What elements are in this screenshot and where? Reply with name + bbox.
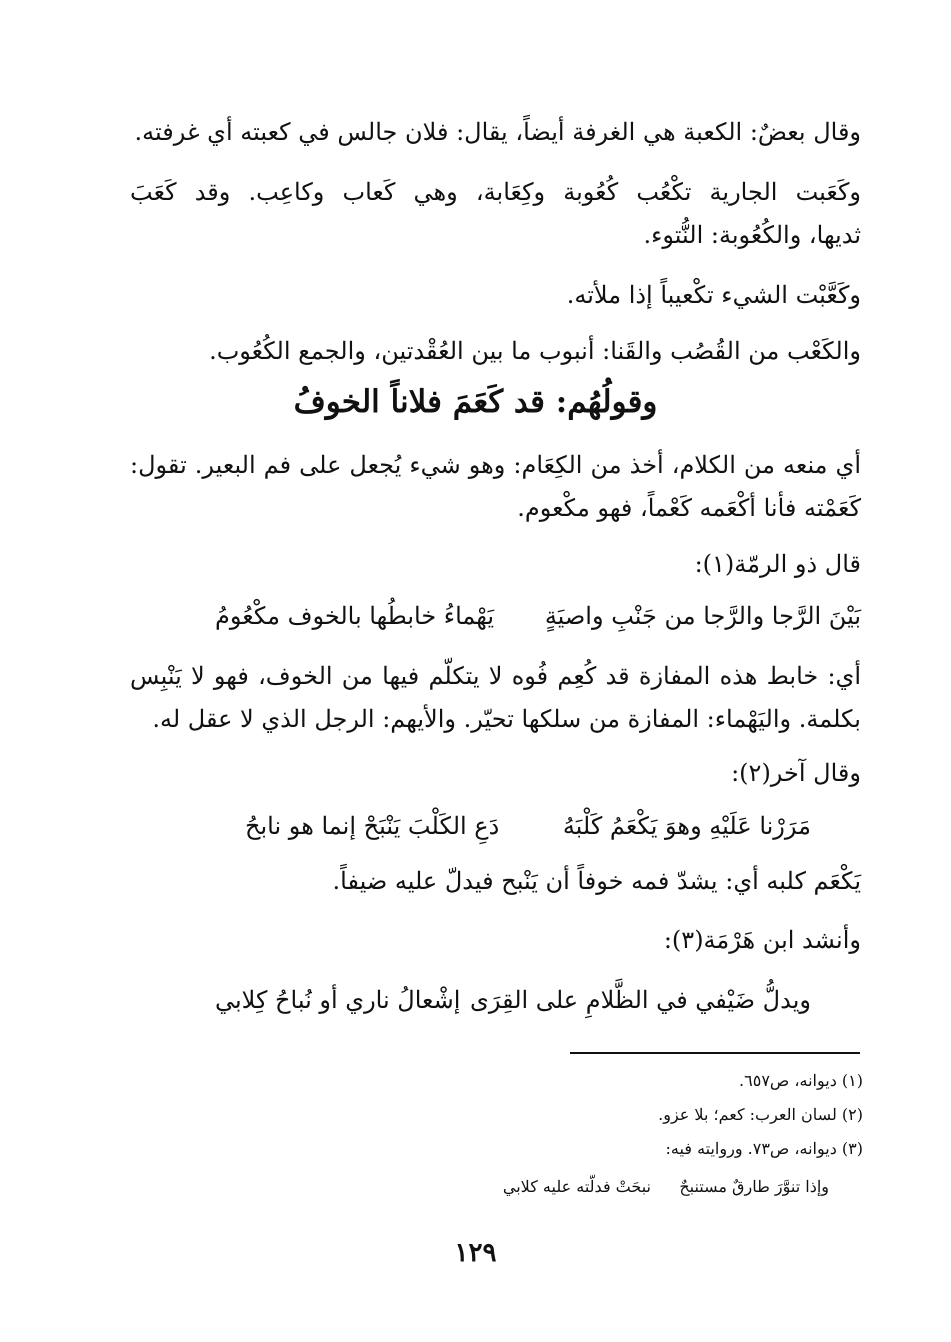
verse-1-second-hemistich: يَهْماءُ خابطُها بالخوف مكْعُومُ [215, 602, 495, 630]
verse-intro-ibn-harma: وأنشد ابن هَرْمَة(٣): [663, 926, 861, 954]
paragraph-kaab-qasab: والكَعْب من القُصُب والقَنا: أنبوب ما بين العُقْدتين، والجمع الكُعُوب. [209, 337, 861, 365]
footnote-3: (٣) ديوانه، ص٧٣. وروايته فيه: [665, 1139, 863, 1158]
footnote-separator [570, 1052, 860, 1054]
footnote-3-verse-first-hemistich: وإذا تنوَّرَ طارقٌ مستنبحٌ [679, 1177, 829, 1196]
footnote-2: (٢) لسان العرب: كعم؛ بلا عزو. [658, 1105, 863, 1124]
verse-2-first-hemistich: مَرَرْنا عَلَيْهِ وهوَ يَكْعَمُ كَلْبَهُ [562, 812, 811, 840]
paragraph-khabit-line-2: بكلمة. واليَهْماء: المفازة من سلكها تحيّر. والأيهم: الرجل الذي لا عقل له. [152, 705, 861, 733]
paragraph-kaabat-line-1: وكَعَبت الجارية تكْعُب كُعُوبة وكِعَابة، وهي كَعاب وكاعِب. وقد كَعَبَ [130, 178, 861, 206]
paragraph-khabit-line-1: أي: خابط هذه المفازة قد كُعِم فُوه لا يتكلّم فيها من الخوف، فهو لا يَنْبِس [130, 662, 861, 690]
verse-2-second-hemistich: دَعِ الكَلْبَ يَنْبَحْ إنما هو نابحُ [245, 812, 500, 840]
paragraph-kaam-line-2: كَعَمْته فأنا أكْعَمه كَعْماً، فهو مكْعوم. [517, 494, 861, 522]
paragraph-kaabat-line-2: ثديها، والكُعُوبة: النُّتوء. [643, 221, 861, 249]
footnote-1: (١) ديوانه، ص٦٥٧. [739, 1071, 863, 1090]
verse-intro-another-poet: وقال آخر(٢): [731, 759, 861, 787]
verse-3-first-hemistich: ويدلُّ ضَيْفي في الظَّلامِ على القِرَى [470, 986, 811, 1014]
verse-intro-dhu-al-rumma: قال ذو الرمّة(١): [694, 550, 861, 578]
section-heading: وقولُهُم: قد كَعَمَ فلاناً الخوفُ [293, 384, 658, 420]
page-number: ١٢٩ [454, 1238, 497, 1268]
paragraph-yakam-kalbahu: يَكْعَم كلبه أي: يشدّ فمه خوفاً أن يَنْبح فيدلّ عليه ضيفاً. [332, 867, 861, 895]
paragraph-kaam-line-1: أي منعه من الكلام، أخذ من الكِعَام: وهو شيء يُجعل على فم البعير. تقول: [130, 451, 861, 479]
paragraph-kaabbat: وكَعَّبْت الشيء تكْعيباً إذا ملأته. [566, 281, 861, 309]
paragraph-kaaba-room: وقال بعضٌ: الكعبة هي الغرفة أيضاً، يقال: فلان جالس في كعبته أي غرفته. [134, 118, 861, 146]
verse-3-second-hemistich: إشْعالُ ناري أو نُباحُ كِلابي [215, 986, 461, 1014]
footnote-3-verse-second-hemistich: نبحَتْ فدلّته عليه كلابي [502, 1177, 651, 1196]
verse-1-first-hemistich: بَيْنَ الرَّجا والرَّجا من جَنْبِ واصيَةٍ [544, 602, 861, 630]
